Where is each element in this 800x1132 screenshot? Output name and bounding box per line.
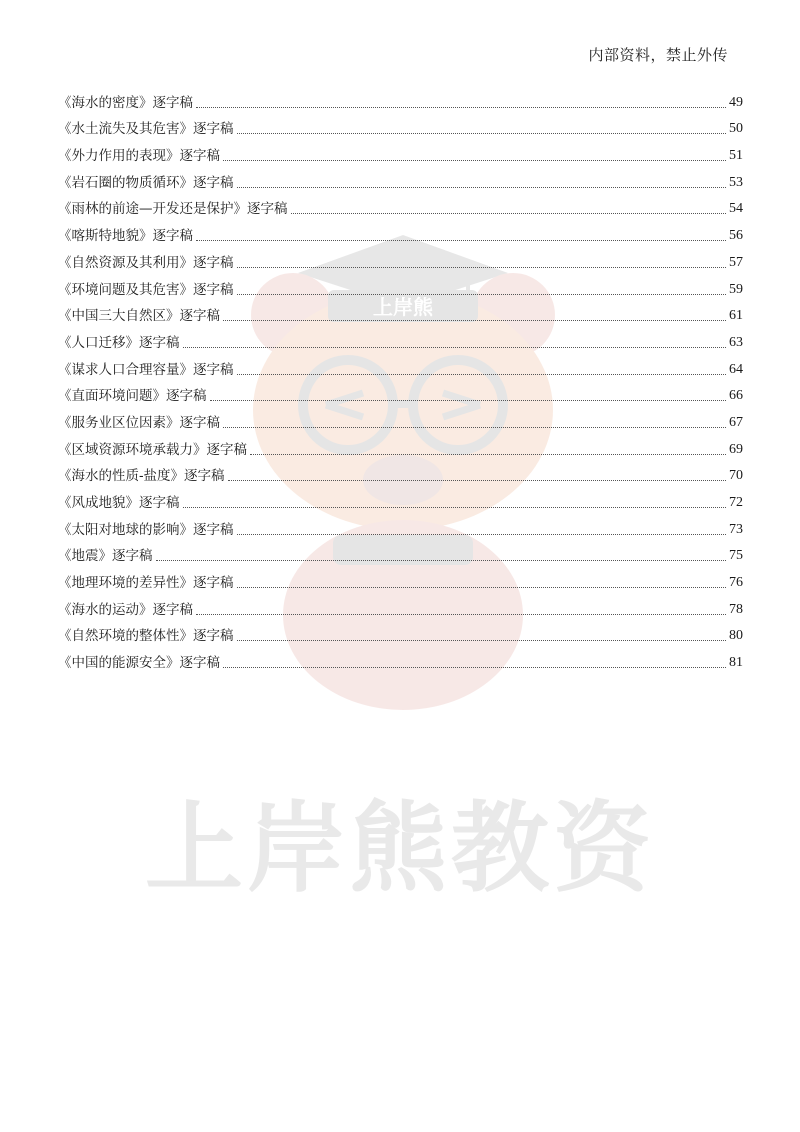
toc-dot-leader [156, 559, 727, 561]
toc-entry-page: 73 [729, 521, 743, 537]
toc-entry-title: 《海水的运动》逐字稿 [58, 601, 193, 618]
toc-entry-page: 66 [729, 388, 743, 404]
toc-entry[interactable] [58, 404, 743, 431]
toc-entry[interactable] [58, 271, 743, 298]
toc-entry-title: 《海水的性质-盐度》逐字稿 [58, 468, 225, 485]
toc-entry[interactable] [58, 351, 743, 378]
table-of-contents [58, 84, 743, 671]
toc-entry-title: 《外力作用的表现》逐字稿 [58, 148, 220, 165]
toc-dot-leader [223, 159, 726, 161]
toc-entry[interactable] [58, 244, 743, 271]
toc-entry-title: 《谋求人口合理容量》逐字稿 [58, 361, 234, 378]
toc-entry-page: 54 [729, 201, 743, 217]
toc-entry-title: 《喀斯特地貌》逐字稿 [58, 228, 193, 245]
toc-dot-leader [223, 666, 726, 668]
toc-entry-title: 《中国的能源安全》逐字稿 [58, 655, 220, 672]
toc-entry-title: 《区域资源环境承载力》逐字稿 [58, 441, 247, 458]
toc-dot-leader [196, 613, 726, 615]
toc-entry[interactable] [58, 458, 743, 485]
toc-dot-leader [237, 586, 727, 588]
toc-entry-page: 53 [729, 174, 743, 190]
toc-dot-leader [223, 426, 726, 428]
confidential-note: 内部资料，禁止外传 [588, 46, 728, 64]
toc-dot-leader [183, 346, 727, 348]
mascot-badge-text: 上岸熊 [373, 295, 433, 319]
toc-entry-page: 50 [729, 121, 743, 137]
toc-dot-leader [237, 639, 727, 641]
toc-dot-leader [237, 533, 727, 535]
watermark-text: 上岸熊教资 [144, 792, 655, 906]
toc-entry[interactable] [58, 591, 743, 618]
toc-entry-title: 《人口迁移》逐字稿 [58, 334, 180, 351]
toc-entry-page: 63 [729, 334, 743, 350]
toc-entry-title: 《服务业区位因素》逐字稿 [58, 414, 220, 431]
toc-entry-title: 《风成地貌》逐字稿 [58, 495, 180, 511]
toc-entry-page: 81 [729, 655, 743, 671]
toc-entry[interactable] [58, 618, 743, 645]
toc-entry-title: 《环境问题及其危害》逐字稿 [58, 281, 234, 298]
toc-entry[interactable] [58, 111, 743, 138]
toc-entry[interactable] [58, 511, 743, 538]
toc-entry-title: 《水土流失及其危害》逐字稿 [58, 121, 234, 138]
toc-dot-leader [237, 132, 727, 134]
toc-entry[interactable] [58, 298, 743, 325]
toc-entry-title: 《地理环境的差异性》逐字稿 [58, 575, 234, 592]
toc-entry-title: 《中国三大自然区》逐字稿 [58, 308, 220, 325]
toc-entry[interactable] [58, 431, 743, 458]
toc-dot-leader [183, 506, 727, 508]
toc-entry-title: 《雨林的前途—开发还是保护》逐字稿 [58, 201, 288, 218]
toc-entry[interactable] [58, 84, 743, 111]
toc-dot-leader [237, 186, 727, 188]
toc-dot-leader [196, 239, 726, 241]
toc-dot-leader [291, 212, 727, 214]
toc-entry[interactable] [58, 484, 743, 511]
toc-dot-leader [228, 479, 726, 481]
toc-entry-title: 《地震》逐字稿 [58, 548, 153, 565]
toc-dot-leader [196, 106, 726, 108]
toc-entry[interactable] [58, 564, 743, 591]
toc-entry[interactable] [58, 378, 743, 405]
toc-entry-title: 《直面环境问题》逐字稿 [58, 388, 207, 405]
toc-dot-leader [250, 453, 726, 455]
toc-entry-page: 76 [729, 575, 743, 591]
toc-entry-page: 67 [729, 414, 743, 430]
toc-dot-leader [237, 293, 727, 295]
toc-entry-page: 49 [729, 94, 743, 110]
toc-entry-page: 78 [729, 601, 743, 617]
toc-entry-title: 《岩石圈的物质循环》逐字稿 [58, 174, 234, 191]
toc-dot-leader [237, 266, 727, 268]
toc-entry-title: 《海水的密度》逐字稿 [58, 94, 193, 111]
toc-dot-leader [237, 373, 727, 375]
toc-entry-page: 59 [729, 281, 743, 297]
toc-entry-page: 57 [729, 254, 743, 270]
toc-entry-title: 《太阳对地球的影响》逐字稿 [58, 521, 234, 538]
toc-entry-page: 64 [729, 361, 743, 377]
toc-dot-leader [210, 399, 727, 401]
toc-entry-page: 51 [729, 148, 743, 164]
toc-entry-page: 75 [729, 548, 743, 564]
toc-entry-page: 61 [729, 308, 743, 324]
toc-entry-page: 80 [729, 628, 743, 644]
toc-entry[interactable] [58, 538, 743, 565]
toc-entry[interactable] [58, 324, 743, 351]
toc-entry-title: 《自然资源及其利用》逐字稿 [58, 254, 234, 271]
toc-dot-leader [223, 319, 726, 321]
toc-entry-page: 72 [729, 495, 743, 510]
toc-entry[interactable] [58, 164, 743, 191]
toc-entry-page: 69 [729, 441, 743, 457]
toc-entry[interactable] [58, 191, 743, 218]
toc-entry[interactable] [58, 217, 743, 244]
toc-entry-page: 56 [729, 228, 743, 244]
toc-entry-page: 70 [729, 468, 743, 484]
toc-entry-title: 《自然环境的整体性》逐字稿 [58, 628, 234, 645]
toc-entry[interactable] [58, 644, 743, 671]
toc-entry[interactable] [58, 137, 743, 164]
